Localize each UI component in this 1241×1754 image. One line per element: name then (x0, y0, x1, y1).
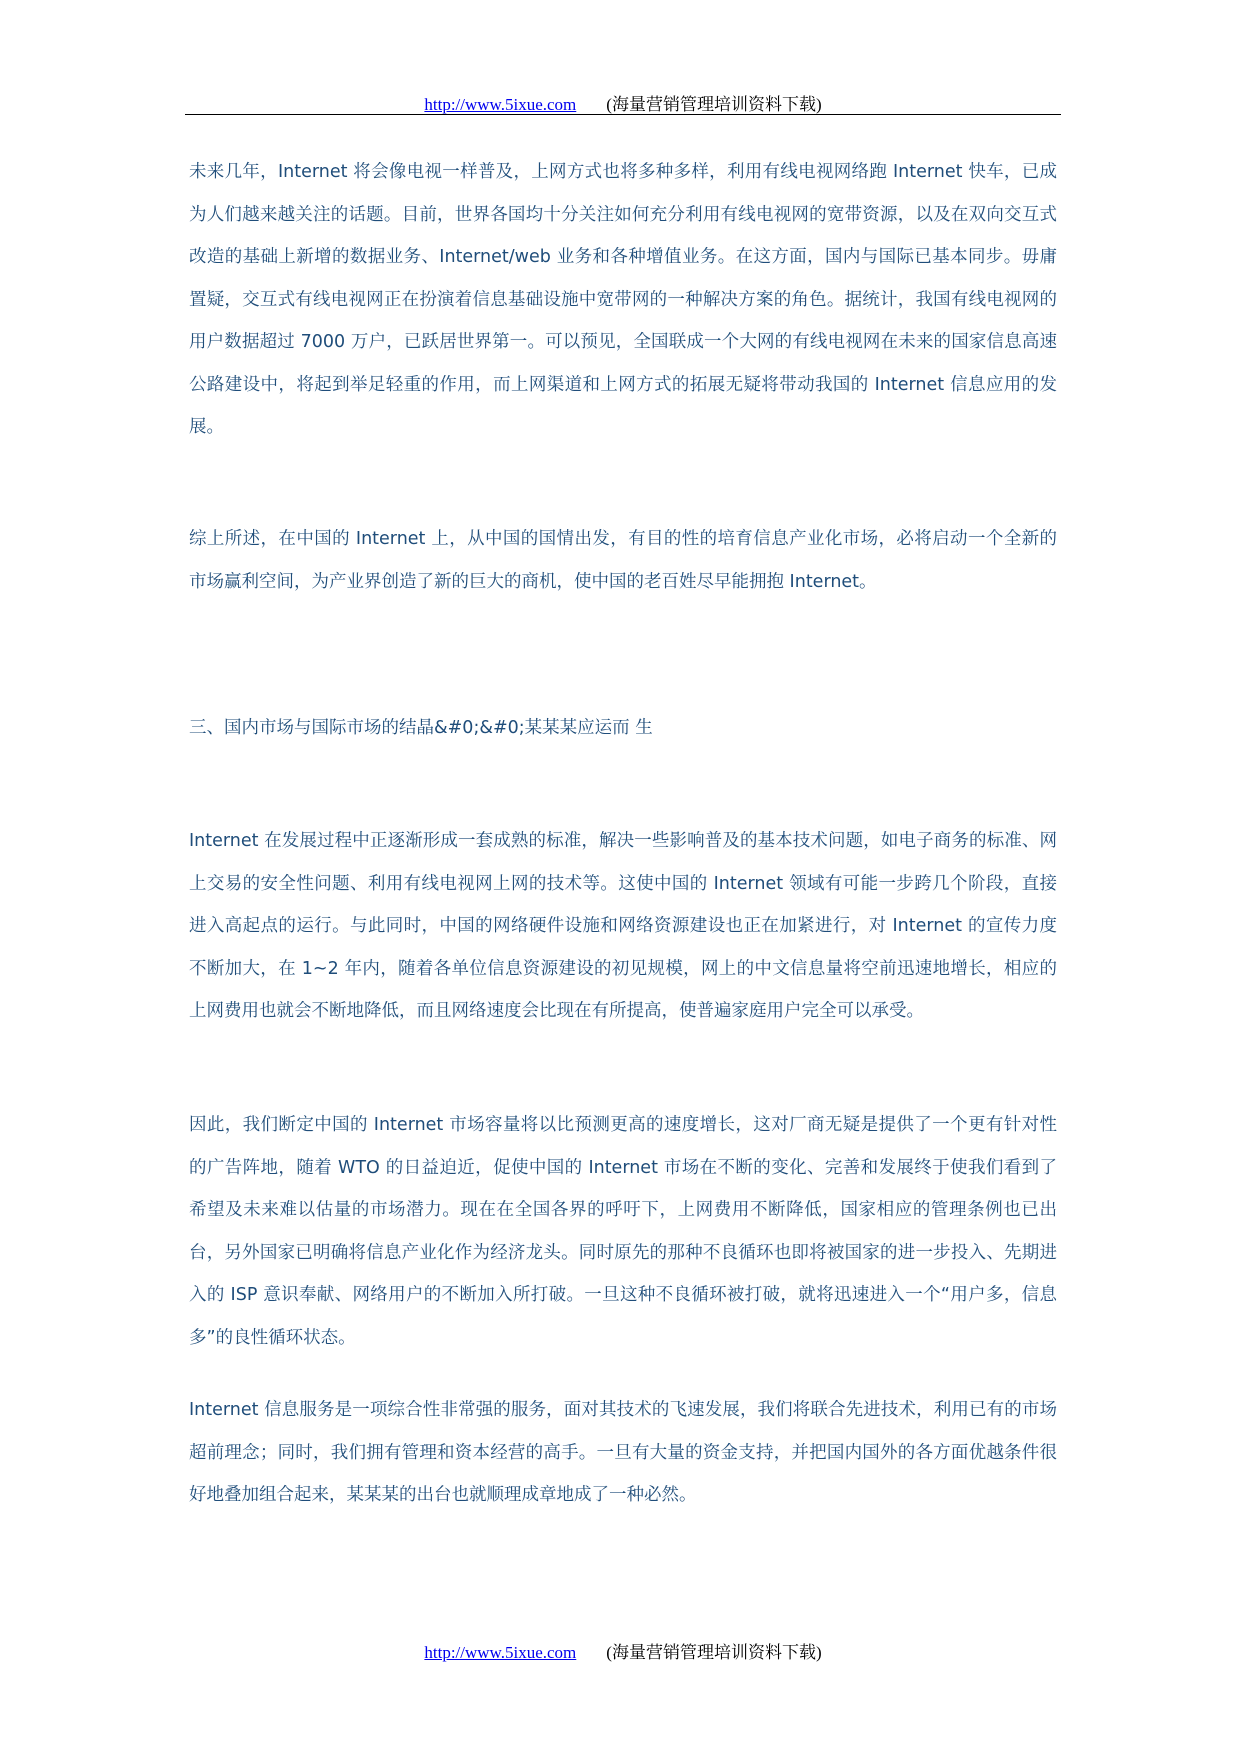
header-note: (海量营销管理培训资料下载) (606, 95, 822, 114)
page-header (185, 90, 1061, 115)
paragraph-summary: 综上所述，在中国的 Internet 上，从中国的国情出发，有目的性的培育信息产业化市场，必将启动一个全新的市场赢利空间，为产业界创造了新的巨大的商机，使中国的老百姓尽早能拥抱 Internet。 (189, 529, 1057, 592)
paragraph-standards: Internet 在发展过程中正逐渐形成一套成熟的标准，解决一些影响普及的基本技术问题，如电子商务的标准、网上交易的安全性问题、利用有线电视网上网的技术等。这使中国的 Internet 领域有可能一步跨几个阶段，直接进入高起点的运行。与此同时，中国的网络硬件设施和网络资源建设也正在加紧进行，对 Internet 的宣传力度不断加大，在 1~2 年内，随着各单位信息资源建设的初见规模，网上的中文信息量将空前迅速地增长，相应的上网费用也就会不断地降低，而且网络速度会比现在有所提高，使普遍家庭用户完全可以承受。 (189, 831, 1057, 1021)
footer-site-link[interactable]: http://www.5ixue.com (424, 1643, 577, 1662)
header-divider (185, 114, 1061, 115)
header-site-link[interactable]: http://www.5ixue.com (424, 95, 577, 114)
paragraph-info-service: Internet 信息服务是一项综合性非常强的服务，面对其技术的飞速发展，我们将联合先进技术，利用已有的市场超前理念；同时，我们拥有管理和资本经营的高手。一旦有大量的资金支持，并把国内国外的各方面优越条件很好地叠加组合起来，某某某的出台也就顺理成章地成了一种必然。 (189, 1400, 1057, 1505)
paragraph-cable-internet: 未来几年，Internet 将会像电视一样普及，上网方式也将多种多样，利用有线电视网络跑 Internet 快车，已成为人们越来越关注的话题。目前，世界各国均十分关注如何充分利用有线电视网的宽带资源，以及在双向交互式改造的基础上新增的数据业务、Internet/web 业务和各种增值业务。在这方面，国内与国际已基本同步。毋庸置疑，交互式有线电视网正在扮演着信息基础设施中宽带网的一种解决方案的角色。据统计，我国有线电视网的用户数据超过 7000 万户，已跃居世界第一。可以预见，全国联成一个大网的有线电视网在未来的国家信息高速公路建设中，将起到举足轻重的作用，而上网渠道和上网方式的拓展无疑将带动我国的 Internet 信息应用的发展。 (189, 162, 1058, 437)
paragraph-market-capacity: 因此，我们断定中国的 Internet 市场容量将以比预测更高的速度增长，这对厂商无疑是提供了一个更有针对性的广告阵地，随着 WTO 的日益迫近，促使中国的 Internet 市场在不断的变化、完善和发展终于使我们看到了希望及未来难以估量的市场潜力。现在在全国各界的呼吁下，上网费用不断降低，国家相应的管理条例也已出台，另外国家已明确将信息产业化作为经济龙头。同时原先的那种不良循环也即将被国家的进一步投入、先期进入的 ISP 意识奉献、网络用户的不断加入所打破。一旦这种不良循环被打破，就将迅速进入一个“用户多，信息多”的良性循环状态。 (189, 1115, 1057, 1348)
section-heading-3: 三、国内市场与国际市场的结晶&#0;&#0;某某某应运而 生 (189, 718, 653, 738)
page-footer (185, 1638, 1061, 1663)
footer-note: (海量营销管理培训资料下载) (606, 1643, 822, 1662)
